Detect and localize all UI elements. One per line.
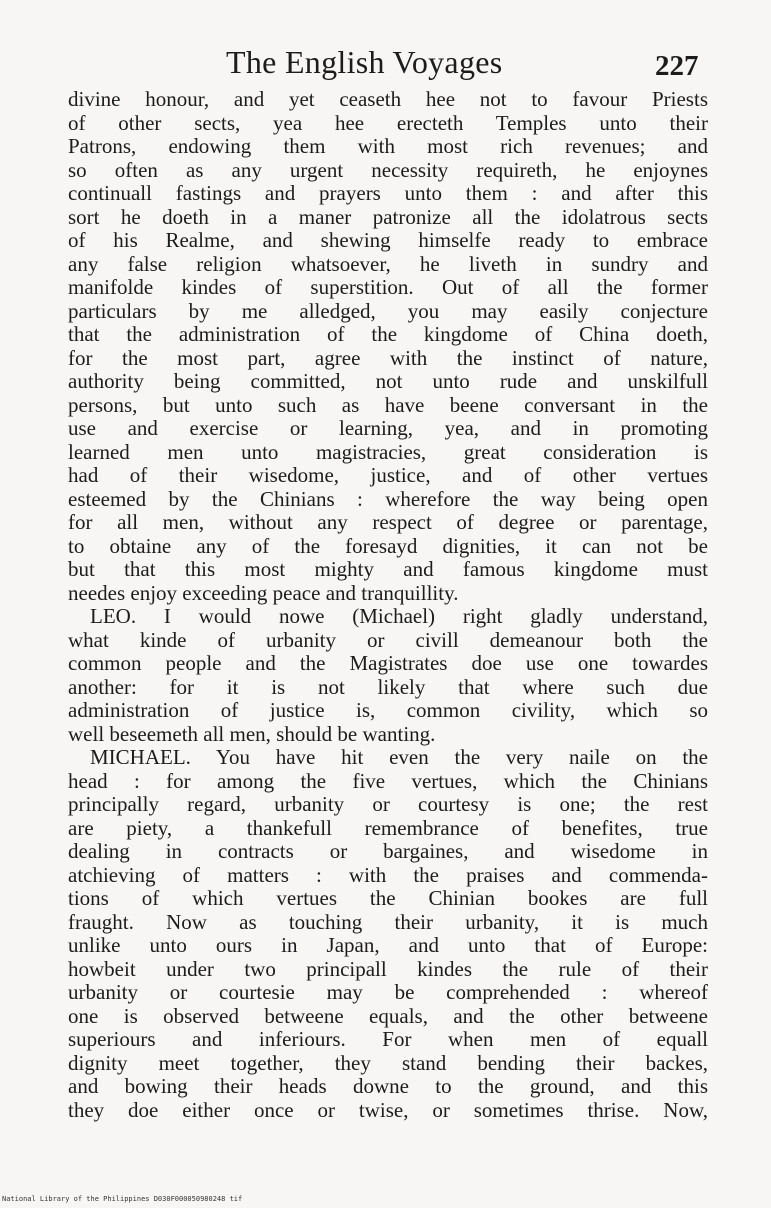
text-line: for the most part, agree with the instinct of nature,: [68, 345, 708, 370]
text-line: principally regard, urbanity or courtesy is one; the rest: [68, 792, 708, 816]
text-line: sort he doeth in a maner patronize all the idolatrous sects: [68, 204, 708, 229]
text-line: superiours and inferiours. For when men of equall: [68, 1027, 708, 1051]
page-header: [0, 44, 771, 84]
text-line: of other sects, yea hee erecteth Temples unto their: [68, 110, 708, 135]
running-title: The English Voyages: [226, 44, 503, 80]
text-line: learned men unto magistracies, great consideration is: [68, 439, 708, 464]
body-text: [68, 88, 708, 1122]
text-line: fraught. Now as touching their urbanity, it is much: [68, 909, 708, 934]
text-line: well beseemeth all men, should be wanting.: [68, 721, 436, 746]
text-line: continuall fastings and prayers unto them : and after this: [68, 181, 708, 205]
text-line: for all men, without any respect of degree or parentage,: [68, 510, 708, 534]
text-line: that the administration of the kingdome of China doeth,: [68, 322, 708, 346]
text-line: needes enjoy exceeding peace and tranquillity.: [68, 580, 459, 605]
text-line: are piety, a thankefull remembrance of benefites, true: [68, 815, 708, 840]
scan-footer: National Library of the Philippines D030F000050980248 tif: [2, 1195, 243, 1203]
text-line: unlike unto ours in Japan, and unto that of Europe:: [68, 933, 708, 957]
text-line: head : for among the five vertues, which the Chinians: [68, 768, 708, 793]
text-line: particulars by me alledged, you may easily conjecture: [68, 298, 708, 323]
text-line: dignity meet together, they stand bending their backes,: [68, 1050, 708, 1075]
text-line: manifolde kindes of superstition. Out of all the former: [68, 275, 708, 299]
text-line: howbeit under two principall kindes the rule of their: [68, 956, 708, 981]
text-line: LEO. I would nowe (Michael) right gladly understand,: [90, 604, 708, 628]
text-line: Patrons, endowing them with most rich revenues; and: [68, 134, 708, 158]
text-line: authority being committed, not unto rude and unskilfull: [68, 369, 708, 393]
text-line: atchieving of matters : with the praises and commenda-: [68, 862, 708, 887]
text-line: any false religion whatsoever, he liveth in sundry and: [68, 251, 708, 276]
text-line: to obtaine any of the foresayd dignities, it can not be: [68, 533, 708, 558]
text-line: what kinde of urbanity or civill demeanour both the: [68, 627, 708, 652]
text-line: but that this most mighty and famous kingdome must: [68, 557, 708, 581]
page-number: 227: [655, 50, 699, 82]
text-line: esteemed by the Chinians : wherefore the way being open: [68, 486, 708, 511]
text-line: tions of which vertues the Chinian bookes are full: [68, 886, 708, 910]
text-line: of his Realme, and shewing himselfe ready to embrace: [68, 228, 708, 252]
text-line: urbanity or courtesie may be comprehended : whereof: [68, 980, 708, 1004]
text-line: use and exercise or learning, yea, and in promoting: [68, 416, 708, 440]
text-line: dealing in contracts or bargaines, and wisedome in: [68, 839, 708, 863]
text-line: administration of justice is, common civility, which so: [68, 698, 708, 722]
text-line: they doe either once or twise, or sometimes thrise. Now,: [68, 1097, 708, 1122]
text-line: another: for it is not likely that where such due: [68, 674, 708, 699]
text-line: so often as any urgent necessity requireth, he enjoynes: [68, 157, 708, 182]
text-line: had of their wisedome, justice, and of other vertues: [68, 463, 708, 487]
text-line: one is observed betweene equals, and the other betweene: [68, 1003, 708, 1028]
text-line: MICHAEL. You have hit even the very naile on the: [90, 745, 708, 769]
text-line: persons, but unto such as have beene conversant in the: [68, 392, 708, 417]
text-line: common people and the Magistrates doe use one towardes: [68, 651, 708, 675]
text-line: divine honour, and yet ceaseth hee not to favour Priests: [68, 87, 708, 111]
text-line: and bowing their heads downe to the ground, and this: [68, 1074, 708, 1098]
